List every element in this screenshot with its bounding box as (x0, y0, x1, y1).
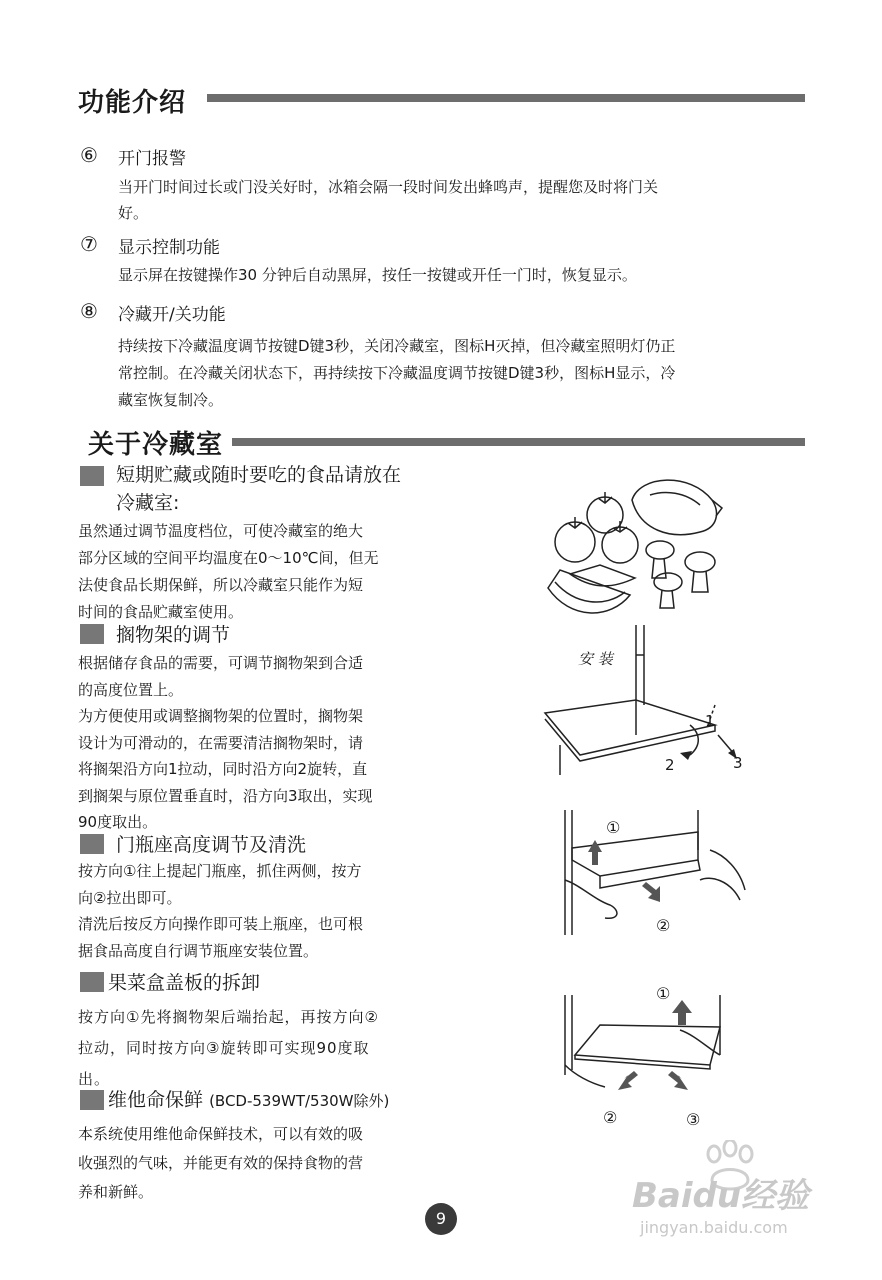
block-heading: 果菜盒盖板的拆卸 (108, 972, 261, 994)
block-heading: 短期贮藏或随时要吃的食品请放在 冷藏室: (116, 464, 402, 514)
item-number: ⑦ (80, 232, 98, 256)
section-rule (232, 438, 805, 446)
page-number: 9 (425, 1203, 457, 1235)
bullet-square (80, 466, 104, 486)
watermark-brand: Baidu经验 (632, 1176, 810, 1216)
bullet-square (80, 972, 104, 992)
model-note: (BCD-539WT/530W除外) (209, 1092, 390, 1110)
block-heading: 搁物架的调节 (116, 624, 231, 646)
shelf-diagram (540, 625, 760, 785)
block-body: 根据储存食品的需要，可调节搁物架到合适 的高度位置上。 为方便使用或调整搁物架的位置时，搁物架 设计为可滑动的，在需要清洁搁物架时，请 将搁架沿方向1拉动，同时沿方向2旋转，直 到搁架与原位置垂直时，沿方向3取出，实现 90度取出。 (78, 654, 373, 831)
section-title-fridge: 关于冷藏室 (88, 430, 224, 460)
item-number: ⑧ (80, 299, 98, 323)
food-illustration (540, 470, 740, 630)
shelf-dir-1: 1 (705, 712, 715, 730)
block-body: 本系统使用维他命保鲜技术，可以有效的吸 收强烈的气味，并能更有效的保持食物的营 养和新鲜。 (78, 1125, 364, 1201)
crisper-dir-2: ② (603, 1108, 618, 1127)
item-title: 开门报警 (118, 149, 186, 169)
block-heading: 门瓶座高度调节及清洗 (116, 834, 307, 856)
item-body: 持续按下冷藏温度调节按键D键3秒，关闭冷藏室，图标H灭掉，但冷藏室照明灯仍正 常控制。在冷藏关闭状态下，再持续按下冷藏温度调节按键D键3秒，图标H显示，冷 藏室恢复制冷。 (118, 337, 676, 409)
bullet-square (80, 624, 104, 644)
crisper-cover-diagram (560, 995, 750, 1105)
block-heading: 维他命保鲜 (BCD-539WT/530W除外) (108, 1089, 390, 1111)
item-body: 显示屏在按键操作30 分钟后自动黑屏，按任一按键或开任一门时，恢复显示。 (118, 266, 637, 284)
section-title-function: 功能介绍 (78, 88, 187, 118)
block-body: 按方向①往上提起门瓶座，抓住两侧，按方 向②拉出即可。 清洗后按反方向操作即可装上瓶座，也可根 据食品高度自行调节瓶座安装位置。 (78, 862, 364, 960)
crisper-dir-3: ③ (686, 1110, 701, 1129)
section-rule (207, 94, 805, 102)
block-body: 按方向①先将搁物架后端抬起，再按方向② 拉动，同时按方向③旋转即可实现90度取 出。 (78, 1008, 379, 1088)
bullet-square (80, 1090, 104, 1110)
shelf-install-label: 安 装 (578, 650, 613, 668)
shelf-dir-2: 2 (665, 756, 675, 774)
crisper-dir-1: ① (656, 984, 671, 1003)
bullet-square (80, 834, 104, 854)
door-bin-diagram (560, 810, 750, 940)
door-dir-1: ① (606, 818, 621, 837)
item-body: 当开门时间过长或门没关好时，冰箱会隔一段时间发出蜂鸣声，提醒您及时将门关 好。 (118, 178, 659, 222)
shelf-dir-3: 3 (733, 754, 743, 772)
block-body: 虽然通过调节温度档位，可使冷藏室的绝大 部分区域的空间平均温度在0～10℃间，但无 法使食品长期保鲜，所以冷藏室只能作为短 时间的食品贮藏室使用。 (78, 522, 379, 621)
door-dir-2: ② (656, 916, 671, 935)
watermark-url: jingyan.baidu.com (640, 1218, 788, 1237)
item-number: ⑥ (80, 143, 98, 167)
item-title: 显示控制功能 (118, 238, 220, 258)
item-title: 冷藏开/关功能 (118, 305, 226, 325)
